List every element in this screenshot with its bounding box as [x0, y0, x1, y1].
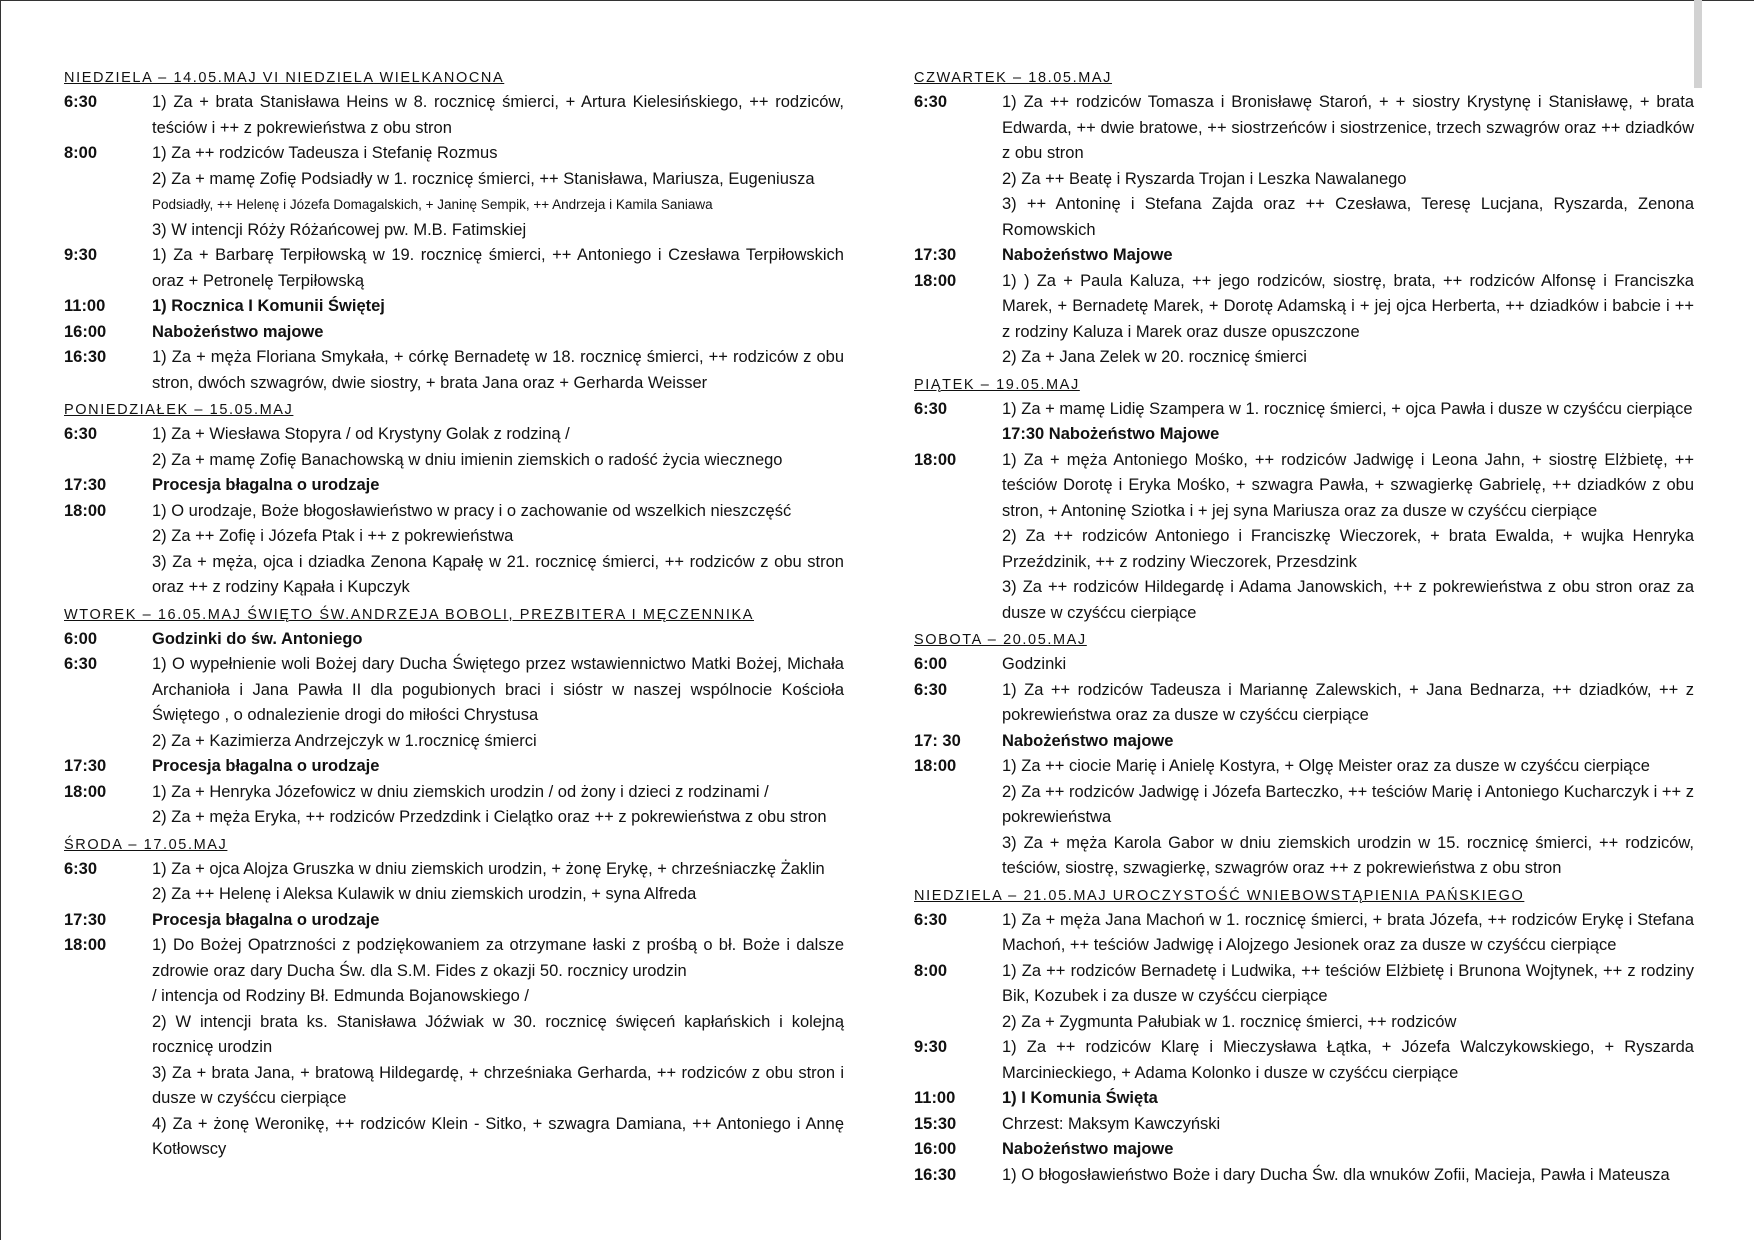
intention-text: 1) Za ++ rodziców Tadeusza i Mariannę Zalewskich, + Jana Bednarza, ++ dziadków, ++ z pokrewieństwa oraz za dusze w czyśćcu cierpiące [1002, 680, 1694, 724]
intention-text: 2) Za ++ rodziców Jadwigę i Józefa Barteczko, ++ teściów Marię i Antoniego Kucharczyk i ++ z pokrewieństwa [1002, 782, 1694, 826]
intention-text: 2) Za + Kazimierza Andrzejczyk w 1.rocznicę śmierci [152, 731, 537, 750]
intention-text: 1) Za + Barbarę Terpiłowską w 19. rocznicę śmierci, ++ Antoniego i Czesława Terpiłowskich oraz + Petronelę Terpiłowską [152, 246, 844, 290]
mass-entry [64, 90, 844, 141]
mass-entry [64, 473, 844, 499]
intention-text: 2) Za ++ Beatę i Ryszarda Trojan i Leszka Nawalanego [1002, 169, 1407, 188]
scrollbar-thumb[interactable] [1694, 0, 1702, 88]
day-header: NIEDZIELA – 21.05.MAJ UROCZYSTOŚĆ WNIEBOWSTĄPIENIA PAŃSKIEGO [914, 887, 1525, 904]
mass-entry [64, 780, 844, 831]
intentions [152, 294, 844, 320]
mass-entry [914, 729, 1694, 755]
mass-time: 18:00 [64, 782, 107, 801]
intention-text: Podsiadły, ++ Helenę i Józefa Domagalskich, + Janinę Sempik, ++ Andrzeja i Kamila Saniawa [152, 197, 713, 212]
intention-text: 3) W intencji Róży Różańcowej pw. M.B. Fatimskiej [152, 220, 527, 239]
intentions [152, 422, 844, 473]
intention-text: Chrzest: Maksym Kawczyński [1002, 1114, 1221, 1133]
day-section [64, 603, 844, 831]
mass-time: 17:30 [64, 910, 107, 929]
intention-text: 2) Za ++ Helenę i Aleksa Kulawik w dniu ziemskich urodzin, + syna Alfreda [152, 885, 697, 903]
mass-time: 18:00 [64, 936, 107, 954]
intentions [152, 243, 844, 294]
intentions [1002, 90, 1694, 243]
intention-text: 3) Za + męża, ojca i dziadka Zenona Kąpałę w 21. rocznicę śmierci, ++ rodziców z obu stron oraz ++ z rodziny Kąpała i Kupczyk [152, 552, 844, 596]
right-column [914, 64, 1694, 1188]
intention-text: Nabożeństwo Majowe [1002, 246, 1173, 264]
intention-text: 1) Za ++ rodziców Tadeusza i Stefanię Rozmus [152, 144, 498, 162]
day-header: PONIEDZIAŁEK – 15.05.MAJ [64, 402, 294, 418]
intention-text: 1) Za ++ rodziców Klarę i Mieczysława Łątka, + Józefa Walczykowskiego, + Ryszarda Marcinieckiego, + Adama Kolonko i dusze w czyśćcu cierpiące [1002, 1038, 1694, 1082]
mass-time: 18:00 [914, 271, 957, 290]
intention-text: / intencja od Rodziny Bł. Edmunda Bojanowskiego / [152, 987, 529, 1005]
intentions [152, 754, 844, 780]
day-header: WTOREK – 16.05.MAJ ŚWIĘTO ŚW.ANDRZEJA BOBOLI, PREZBITERA I MĘCZENNIKA [64, 606, 754, 623]
mass-entry [914, 1137, 1694, 1163]
intention-text: 1) Za + Wiesława Stopyra / od Krystyny Golak z rodziną / [152, 425, 570, 443]
mass-time: 16:30 [914, 1165, 957, 1184]
intention-text: 2) Za + Zygmunta Pałubiak w 1. rocznicę śmierci, ++ rodziców [1002, 1012, 1457, 1031]
intentions [152, 857, 844, 908]
mass-time: 15:30 [914, 1114, 957, 1133]
day-header: CZWARTEK – 18.05.MAJ [914, 70, 1112, 86]
mass-time: 6:30 [64, 655, 98, 673]
mass-entry [64, 141, 844, 243]
intentions [1002, 959, 1694, 1036]
mass-time: 16:30 [64, 348, 107, 366]
intentions [152, 499, 844, 601]
intention-text: 1) Za + ojca Alojza Gruszka w dniu ziemskich urodzin, + żonę Erykę, + chrześniaczkę Żaklin [152, 859, 825, 878]
mass-entry [64, 908, 844, 934]
intentions [1002, 243, 1694, 269]
page-border-top [0, 0, 1754, 1]
mass-entry [914, 754, 1694, 882]
mass-time: 9:30 [64, 246, 98, 264]
day-section [64, 66, 844, 396]
intention-text: 2) Za + Jana Zelek w 20. rocznicę śmierci [1002, 348, 1307, 366]
intentions [1002, 1112, 1694, 1138]
intention-text: 1) Za + męża Antoniego Mośko, ++ rodziców Jadwigę i Leona Jahn, + siostrę Elżbietę, ++ teściów Dorotę i Eryka Mośko, + szwagra Pawła, + szwagierkę Gabrielę, ++ dziadków z obu stron, + Antoninę Sziotka i + jej syna Mariusza oraz za dusze w czyśćcu cierpiące [1002, 450, 1694, 520]
mass-entry [914, 908, 1694, 959]
intentions [1002, 448, 1694, 627]
mass-entry [64, 754, 844, 780]
mass-entry [64, 243, 844, 294]
mass-entry [64, 627, 844, 653]
mass-time: 6:30 [64, 93, 98, 111]
mass-time: 17:30 [64, 757, 107, 775]
intentions [152, 90, 844, 141]
intention-text: Nabożeństwo majowe [1002, 731, 1174, 750]
intention-text: 17:30 Nabożeństwo Majowe [1002, 425, 1220, 443]
page-border-left [0, 0, 1, 1240]
intention-text: 3) Za + brata Jana, + bratową Hildegardę, + chrześniaka Gerharda, ++ rodziców z obu stron i dusze w czyśćcu cierpiące [152, 1063, 844, 1107]
mass-time: 18:00 [64, 501, 107, 520]
mass-entry [914, 397, 1694, 448]
intentions [1002, 678, 1694, 729]
intentions [1002, 652, 1694, 678]
intentions [152, 780, 844, 831]
intentions [152, 473, 844, 499]
intention-text: Procesja błagalna o urodzaje [152, 757, 380, 775]
mass-entry [914, 1086, 1694, 1112]
day-header: PIĄTEK – 19.05.MAJ [914, 376, 1080, 393]
mass-entry [64, 294, 844, 320]
mass-entry [914, 243, 1694, 269]
day-header: ŚRODA – 17.05.MAJ [64, 836, 228, 853]
intention-text: 1) Za + Henryka Józefowicz w dniu ziemskich urodzin / od żony i dzieci z rodzinami / [152, 782, 769, 801]
mass-entry [64, 345, 844, 396]
mass-time: 16:00 [914, 1140, 957, 1158]
day-section [64, 398, 844, 601]
mass-time: 6:30 [64, 859, 98, 878]
mass-time: 17:30 [914, 246, 957, 264]
intention-text: Nabożeństwo majowe [1002, 1140, 1174, 1158]
intention-text: 1) I Komunia Święta [1002, 1089, 1158, 1107]
intentions [1002, 1086, 1694, 1112]
intention-text: 3) ++ Antoninę i Stefana Zajda oraz ++ Czesława, Teresę Lucjana, Ryszarda, Zenona Romowskich [1002, 195, 1694, 239]
intention-text: 1) Do Bożej Opatrzności z podziękowaniem za otrzymane łaski z prośbą o bł. Boże i dalsze zdrowie oraz dary Ducha Św. dla S.M. Fides z okazji 50. rocznicy urodzin [152, 936, 844, 980]
intention-text: 1) Za + męża Floriana Smykała, + córkę Bernadetę w 18. rocznicę śmierci, ++ rodziców z obu stron, dwóch szwagrów, dwie siostry, + brata Jana oraz + Gerharda Weisser [152, 348, 844, 392]
mass-time: 6:30 [914, 93, 948, 111]
intentions [1002, 1035, 1694, 1086]
mass-entry [914, 90, 1694, 243]
mass-time: 6:30 [914, 680, 948, 699]
intention-text: 1) O wypełnienie woli Bożej dary Ducha Świętego przez wstawiennictwo Matki Bożej, Michała Archanioła i Jana Pawła II dla pogubionych braci i sióstr w naszej wspólnocie Kościoła Świętego , o odnalezienie drogi do miłości Chrystusa [152, 655, 844, 724]
intentions [152, 141, 844, 243]
left-column [64, 64, 844, 1163]
intention-text: 1) Za + męża Jana Machoń w 1. rocznicę śmierci, + brata Józefa, ++ rodziców Erykę i Stefana Machoń, ++ teściów Jadwigę i Alojzego Jesionek oraz za dusze w czyśćcu cierpiące [1002, 910, 1694, 954]
day-section [914, 373, 1694, 627]
mass-entry [64, 499, 844, 601]
intention-text: Godzinki [1002, 655, 1067, 673]
intention-text: 3) Za ++ rodziców Hildegardę i Adama Janowskich, ++ z pokrewieństwa z obu stron oraz za dusze w czyśćcu cierpiące [1002, 578, 1694, 622]
mass-time: 11:00 [914, 1089, 956, 1107]
mass-entry [64, 857, 844, 908]
mass-entry [64, 320, 844, 346]
day-section [64, 833, 844, 1163]
mass-time: 8:00 [914, 961, 948, 980]
mass-entry [64, 933, 844, 1163]
day-header: NIEDZIELA – 14.05.MAJ VI NIEDZIELA WIELKANOCNA [64, 70, 505, 86]
intentions [1002, 1137, 1694, 1163]
mass-entry [64, 422, 844, 473]
intention-text: 1) Za ++ ciocie Marię i Anielę Kostyra, + Olgę Meister oraz za dusze w czyśćcu cierpiące [1002, 757, 1650, 775]
mass-entry [914, 1035, 1694, 1086]
mass-entry [64, 652, 844, 754]
mass-entry [914, 1112, 1694, 1138]
day-header: SOBOTA – 20.05.MAJ [914, 632, 1087, 648]
intention-text: 1) O błogosławieństwo Boże i dary Ducha Św. dla wnuków Zofii, Macieja, Pawła i Mateusza [1002, 1165, 1670, 1184]
mass-time: 6:30 [64, 425, 98, 443]
intention-text: 1) ) Za + Paula Kaluza, ++ jego rodziców, siostrę, brata, ++ rodziców Alfonsę i Franciszka Marek, + Bernadetę Marek, + Dorotę Adamską i + jej ojca Herberta, ++ dziadków i babcie i ++ z rodziny Kaluza i Marek oraz dusze opuszczone [1002, 271, 1694, 341]
mass-time: 17: 30 [914, 731, 961, 750]
mass-time: 18:00 [914, 757, 957, 775]
intentions [1002, 269, 1694, 371]
intention-text: 4) Za + żonę Weronikę, ++ rodziców Klein - Sitko, + szwagra Damiana, ++ Antoniego i Annę Kotłowscy [152, 1114, 844, 1158]
intention-text: Procesja błagalna o urodzaje [152, 910, 380, 929]
intentions [1002, 754, 1694, 882]
intention-text: 2) Za + mamę Zofię Podsiadły w 1. rocznicę śmierci, ++ Stanisława, Mariusza, Eugeniusza [152, 169, 815, 188]
intention-text: 2) Za + męża Eryka, ++ rodziców Przedzdink i Cielątko oraz ++ z pokrewieństwa z obu stron [152, 808, 827, 826]
intention-text: 2) Za ++ rodziców Antoniego i Franciszkę Wieczorek, + brata Ewalda, + wujka Henryka Przeździnik, ++ z rodziny Wieczorek, Przesdzink [1002, 527, 1694, 571]
mass-time: 8:00 [64, 144, 98, 162]
day-section [914, 884, 1694, 1189]
intentions [152, 933, 844, 1163]
intentions [152, 652, 844, 754]
day-section [914, 628, 1694, 882]
intention-text: 1) Rocznica I Komunii Świętej [152, 297, 385, 315]
mass-entry [914, 959, 1694, 1036]
mass-time: 6:00 [64, 629, 98, 648]
intention-text: 1) O urodzaje, Boże błogosławieństwo w pracy i o zachowanie od wszelkich nieszczęść [152, 501, 792, 520]
intention-text: 3) Za + męża Karola Gabor w dniu ziemskich urodzin w 15. rocznicę śmierci, ++ rodziców, teściów, siostrę, szwagierkę, szwagrów oraz ++ z pokrewieństwa z obu stron [1002, 833, 1694, 877]
day-section [914, 66, 1694, 371]
intention-text: 2) Za ++ Zofię i Józefa Ptak i ++ z pokrewieństwa [152, 527, 514, 545]
mass-entry [914, 448, 1694, 627]
mass-entry [914, 1163, 1694, 1189]
intentions [152, 320, 844, 346]
intention-text: 1) Za + brata Stanisława Heins w 8. rocznicę śmierci, + Artura Kielesińskiego, ++ rodziców, teściów i ++ z pokrewieństwa z obu stron [152, 93, 844, 137]
intentions [152, 627, 844, 653]
intentions [1002, 397, 1694, 448]
mass-time: 17:30 [64, 476, 107, 494]
mass-time: 6:30 [914, 399, 948, 418]
intention-text: Nabożeństwo majowe [152, 322, 324, 341]
intention-text: Godzinki do św. Antoniego [152, 629, 363, 648]
intentions [1002, 908, 1694, 959]
intentions [152, 345, 844, 396]
intention-text: 1) Za ++ rodziców Tomasza i Bronisławę Staroń, + + siostry Krystynę i Stanisławę, + brata Edwarda, ++ dwie bratowe, ++ siostrzeńców i siostrzenice, trzech szwagrów oraz ++ dziadków z obu stron [1002, 93, 1694, 162]
mass-time: 9:30 [914, 1038, 948, 1056]
intention-text: 2) W intencji brata ks. Stanisława Jóźwiak w 30. rocznicę święceń kapłańskich i kolejną rocznicę urodzin [152, 1012, 844, 1056]
intentions [152, 908, 844, 934]
mass-entry [914, 678, 1694, 729]
intentions [1002, 1163, 1694, 1189]
mass-time: 6:00 [914, 655, 948, 673]
mass-time: 11:00 [64, 297, 106, 315]
intention-text: 1) Za + mamę Lidię Szampera w 1. rocznicę śmierci, + ojca Pawła i dusze w czyśćcu cierpiące [1002, 399, 1693, 418]
mass-time: 18:00 [914, 450, 957, 469]
intention-text: Procesja błagalna o urodzaje [152, 476, 380, 494]
intentions [1002, 729, 1694, 755]
intention-text: 1) Za ++ rodziców Bernadetę i Ludwika, ++ teściów Elżbietę i Brunona Wojtynek, ++ z rodziny Bik, Kozubek i za dusze w czyśćcu cierpiące [1002, 961, 1694, 1005]
mass-entry [914, 269, 1694, 371]
intention-text: 2) Za + mamę Zofię Banachowską w dniu imienin ziemskich o radość życia wiecznego [152, 450, 783, 469]
mass-time: 6:30 [914, 910, 948, 929]
mass-entry [914, 652, 1694, 678]
mass-time: 16:00 [64, 322, 107, 341]
